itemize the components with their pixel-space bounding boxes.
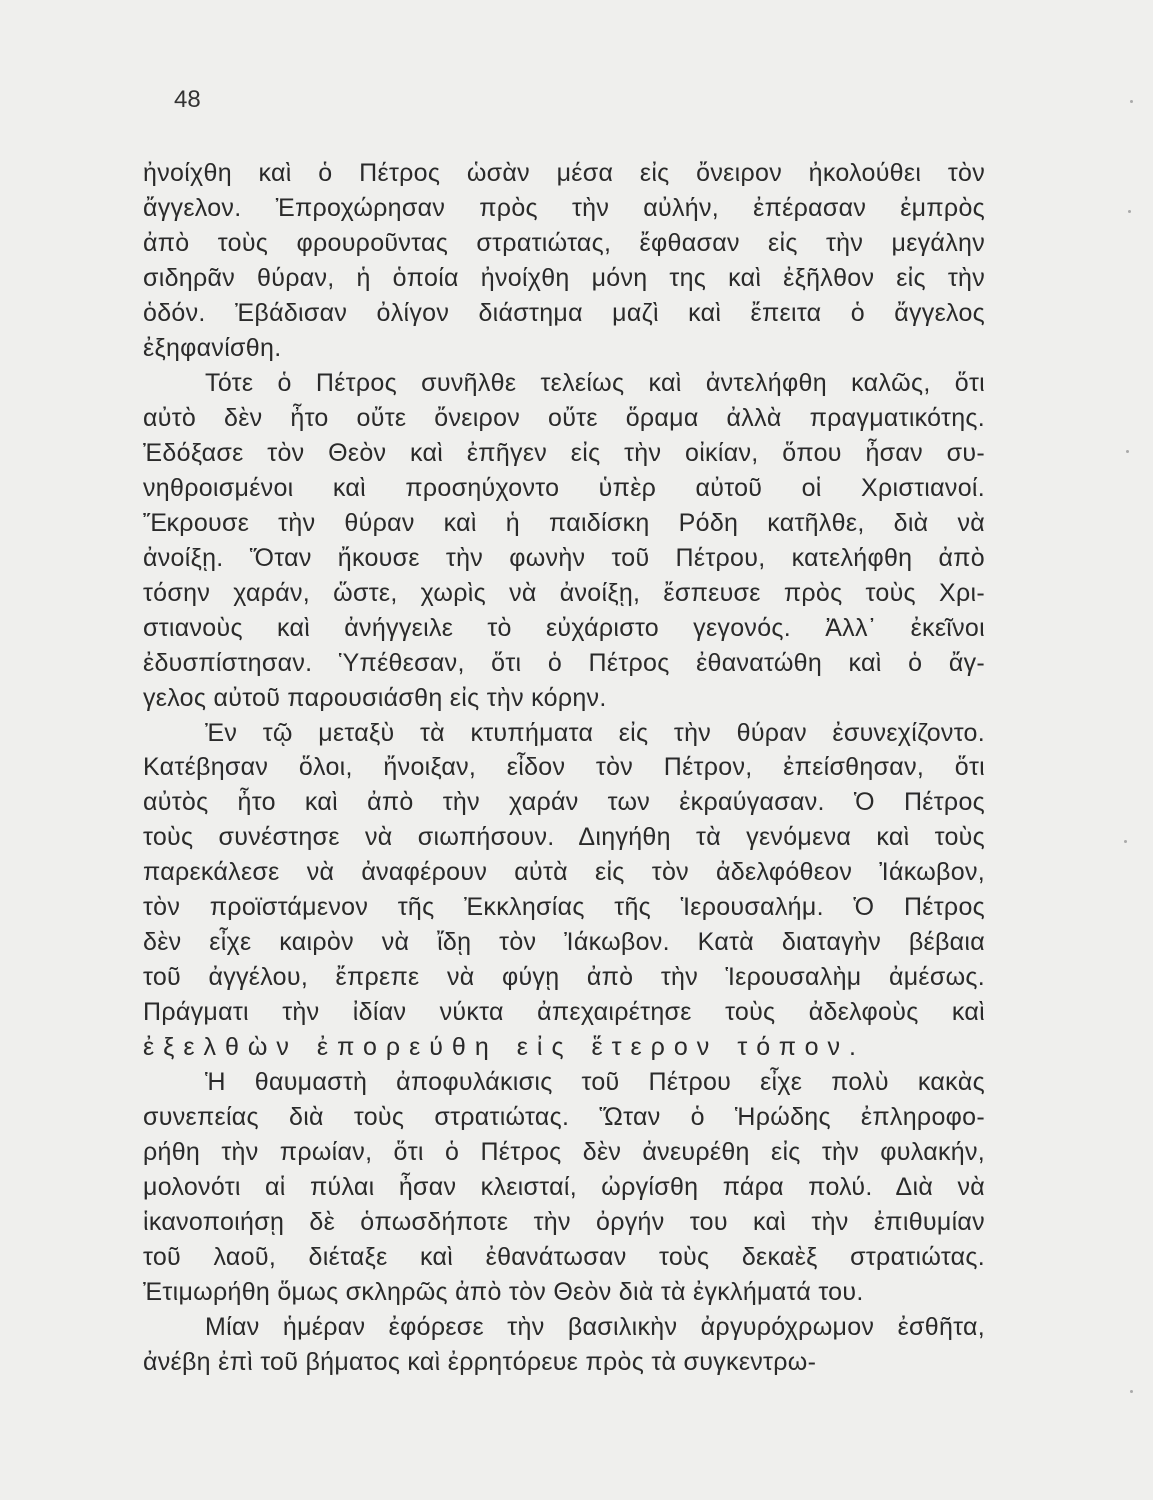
- text-line: αὐτὸς ἦτο καὶ ἀπὸ τὴν χαράν των ἐκραύγασαν. Ὁ Πέτρος: [143, 788, 985, 817]
- text-line: τὸν προϊστάμενον τῆς Ἐκκλησίας τῆς Ἱερουσαλήμ. Ὁ Πέτρος: [143, 893, 985, 922]
- text-line: παρεκάλεσε νὰ ἀναφέρουν αὐτὰ εἰς τὸν ἀδελφόθεον Ἰάκωβον,: [143, 858, 985, 887]
- text-line: τόσην χαράν, ὥστε, χωρὶς νὰ ἀνοίξῃ, ἔσπευσε πρὸς τοὺς Χρι-: [143, 578, 985, 607]
- text-line: ἐξελθὼν ἐπορεύθη εἰς ἕτερον τόπον.: [143, 1033, 865, 1062]
- text-line: Ἐτιμωρήθη ὅμως σκληρῶς ἀπὸ τὸν Θεὸν διὰ τὰ ἐγκλήματά του.: [143, 1278, 864, 1306]
- text-line: τοὺς συνέστησε νὰ σιωπήσουν. Διηγήθη τὰ γενόμενα καὶ τοὺς: [143, 823, 985, 852]
- paragraph: [143, 1065, 985, 1310]
- text-line: ἀνέβη ἐπὶ τοῦ βήματος καὶ ἐρρητόρευε πρὸς τὰ συγκεντρω-: [143, 1347, 817, 1376]
- text-line: μολονότι αἱ πύλαι ἦσαν κλεισταί, ὠργίσθη πάρα πολύ. Διὰ νὰ: [143, 1173, 985, 1202]
- text-line: δὲν εἶχε καιρὸν νὰ ἴδῃ τὸν Ἰάκωβον. Κατὰ διαταγὴν βέβαια: [143, 928, 985, 957]
- text-line: Ἡ θαυμαστὴ ἀποφυλάκισις τοῦ Πέτρου εἶχε πολὺ κακὰς: [205, 1068, 985, 1097]
- text-line: Ἐδόξασε τὸν Θεὸν καὶ ἐπῆγεν εἰς τὴν οἰκίαν, ὅπου ἦσαν συ-: [143, 438, 985, 467]
- text-line: τοῦ ἀγγέλου, ἔπρεπε νὰ φύγῃ ἀπὸ τὴν Ἱερουσαλὴμ ἀμέσως.: [143, 963, 985, 992]
- text-line: ρήθη τὴν πρωίαν, ὅτι ὁ Πέτρος δὲν ἀνευρέθη εἰς τὴν φυλακήν,: [143, 1138, 985, 1167]
- paragraph: [143, 366, 985, 716]
- text-line: γελος αὐτοῦ παρουσιάσθη εἰς τὴν κόρην.: [143, 683, 607, 712]
- text-line: σιδηρᾶν θύραν, ἡ ὁποία ἠνοίχθη μόνη της καὶ ἐξῆλθον εἰς τὴν: [143, 263, 985, 292]
- scan-speck: [1124, 840, 1127, 843]
- text-line: ὁδόν. Ἐβάδισαν ὀλίγον διάστημα μαζὶ καὶ ἔπειτα ὁ ἄγγελος: [143, 298, 985, 327]
- text-line: Μίαν ἡμέραν ἐφόρεσε τὴν βασιλικὴν ἀργυρόχρωμον ἐσθῆτα,: [205, 1312, 985, 1341]
- text-line: ἀπὸ τοὺς φρουροῦντας στρατιώτας, ἔφθασαν εἰς τὴν μεγάλην: [143, 228, 985, 257]
- text-line: ἱκανοποιήσῃ δὲ ὁπωσδήποτε τὴν ὀργήν του καὶ τὴν ἐπιθυμίαν: [143, 1208, 985, 1237]
- paragraph: [143, 156, 985, 366]
- text-line: ἄγγελον. Ἐπροχώρησαν πρὸς τὴν αὐλήν, ἐπέρασαν ἐμπρὸς: [143, 193, 985, 222]
- page-number: 48: [174, 86, 201, 113]
- text-line: αὐτὸ δὲν ἦτο οὔτε ὄνειρον οὔτε ὅραμα ἀλλὰ πραγματικότης.: [143, 403, 985, 432]
- scan-speck: [1130, 1390, 1133, 1393]
- text-line: ἀνοίξῃ. Ὅταν ἤκουσε τὴν φωνὴν τοῦ Πέτρου, κατελήφθη ἀπὸ: [143, 543, 985, 572]
- text-line: Τότε ὁ Πέτρος συνῆλθε τελείως καὶ ἀντελήφθη καλῶς, ὅτι: [205, 368, 985, 397]
- scan-speck: [1126, 450, 1129, 453]
- text-line: νηθροισμένοι καὶ προσηύχοντο ὑπὲρ αὐτοῦ οἱ Χριστιανοί.: [143, 473, 985, 502]
- text-line: Πράγματι τὴν ἰδίαν νύκτα ἀπεχαιρέτησε τοὺς ἀδελφοὺς καὶ: [143, 998, 985, 1027]
- scan-speck: [1130, 100, 1133, 103]
- text-line: συνεπείας διὰ τοὺς στρατιώτας. Ὥταν ὁ Ἡρώδης ἐπληροφο-: [143, 1103, 985, 1132]
- text-line: Κατέβησαν ὅλοι, ἤνοιξαν, εἶδον τὸν Πέτρον, ἐπείσθησαν, ὅτι: [143, 753, 985, 782]
- paragraph: [143, 716, 985, 1066]
- scan-speck: [1128, 210, 1131, 213]
- text-line: ἐξηφανίσθη.: [143, 333, 282, 362]
- text-line: ἐδυσπίστησαν. Ὑπέθεσαν, ὅτι ὁ Πέτρος ἐθανατώθη καὶ ὁ ἄγ-: [143, 648, 985, 677]
- body-text: [143, 156, 985, 1380]
- text-line: Ἔκρουσε τὴν θύραν καὶ ἡ παιδίσκη Ρόδη κατῆλθε, διὰ νὰ: [143, 508, 985, 537]
- text-line: Ἐν τῷ μεταξὺ τὰ κτυπήματα εἰς τὴν θύραν ἐσυνεχίζοντο.: [205, 718, 985, 747]
- text-line: στιανοὺς καὶ ἀνήγγειλε τὸ εὐχάριστο γεγονός. Ἀλλ᾽ ἐκεῖνοι: [143, 613, 985, 642]
- text-line: ἠνοίχθη καὶ ὁ Πέτρος ὡσὰν μέσα εἰς ὄνειρον ἠκολούθει τὸν: [143, 159, 985, 187]
- paragraph: [143, 1310, 985, 1380]
- text-line: τοῦ λαοῦ, διέταξε καὶ ἐθανάτωσαν τοὺς δεκαὲξ στρατιώτας.: [143, 1243, 985, 1272]
